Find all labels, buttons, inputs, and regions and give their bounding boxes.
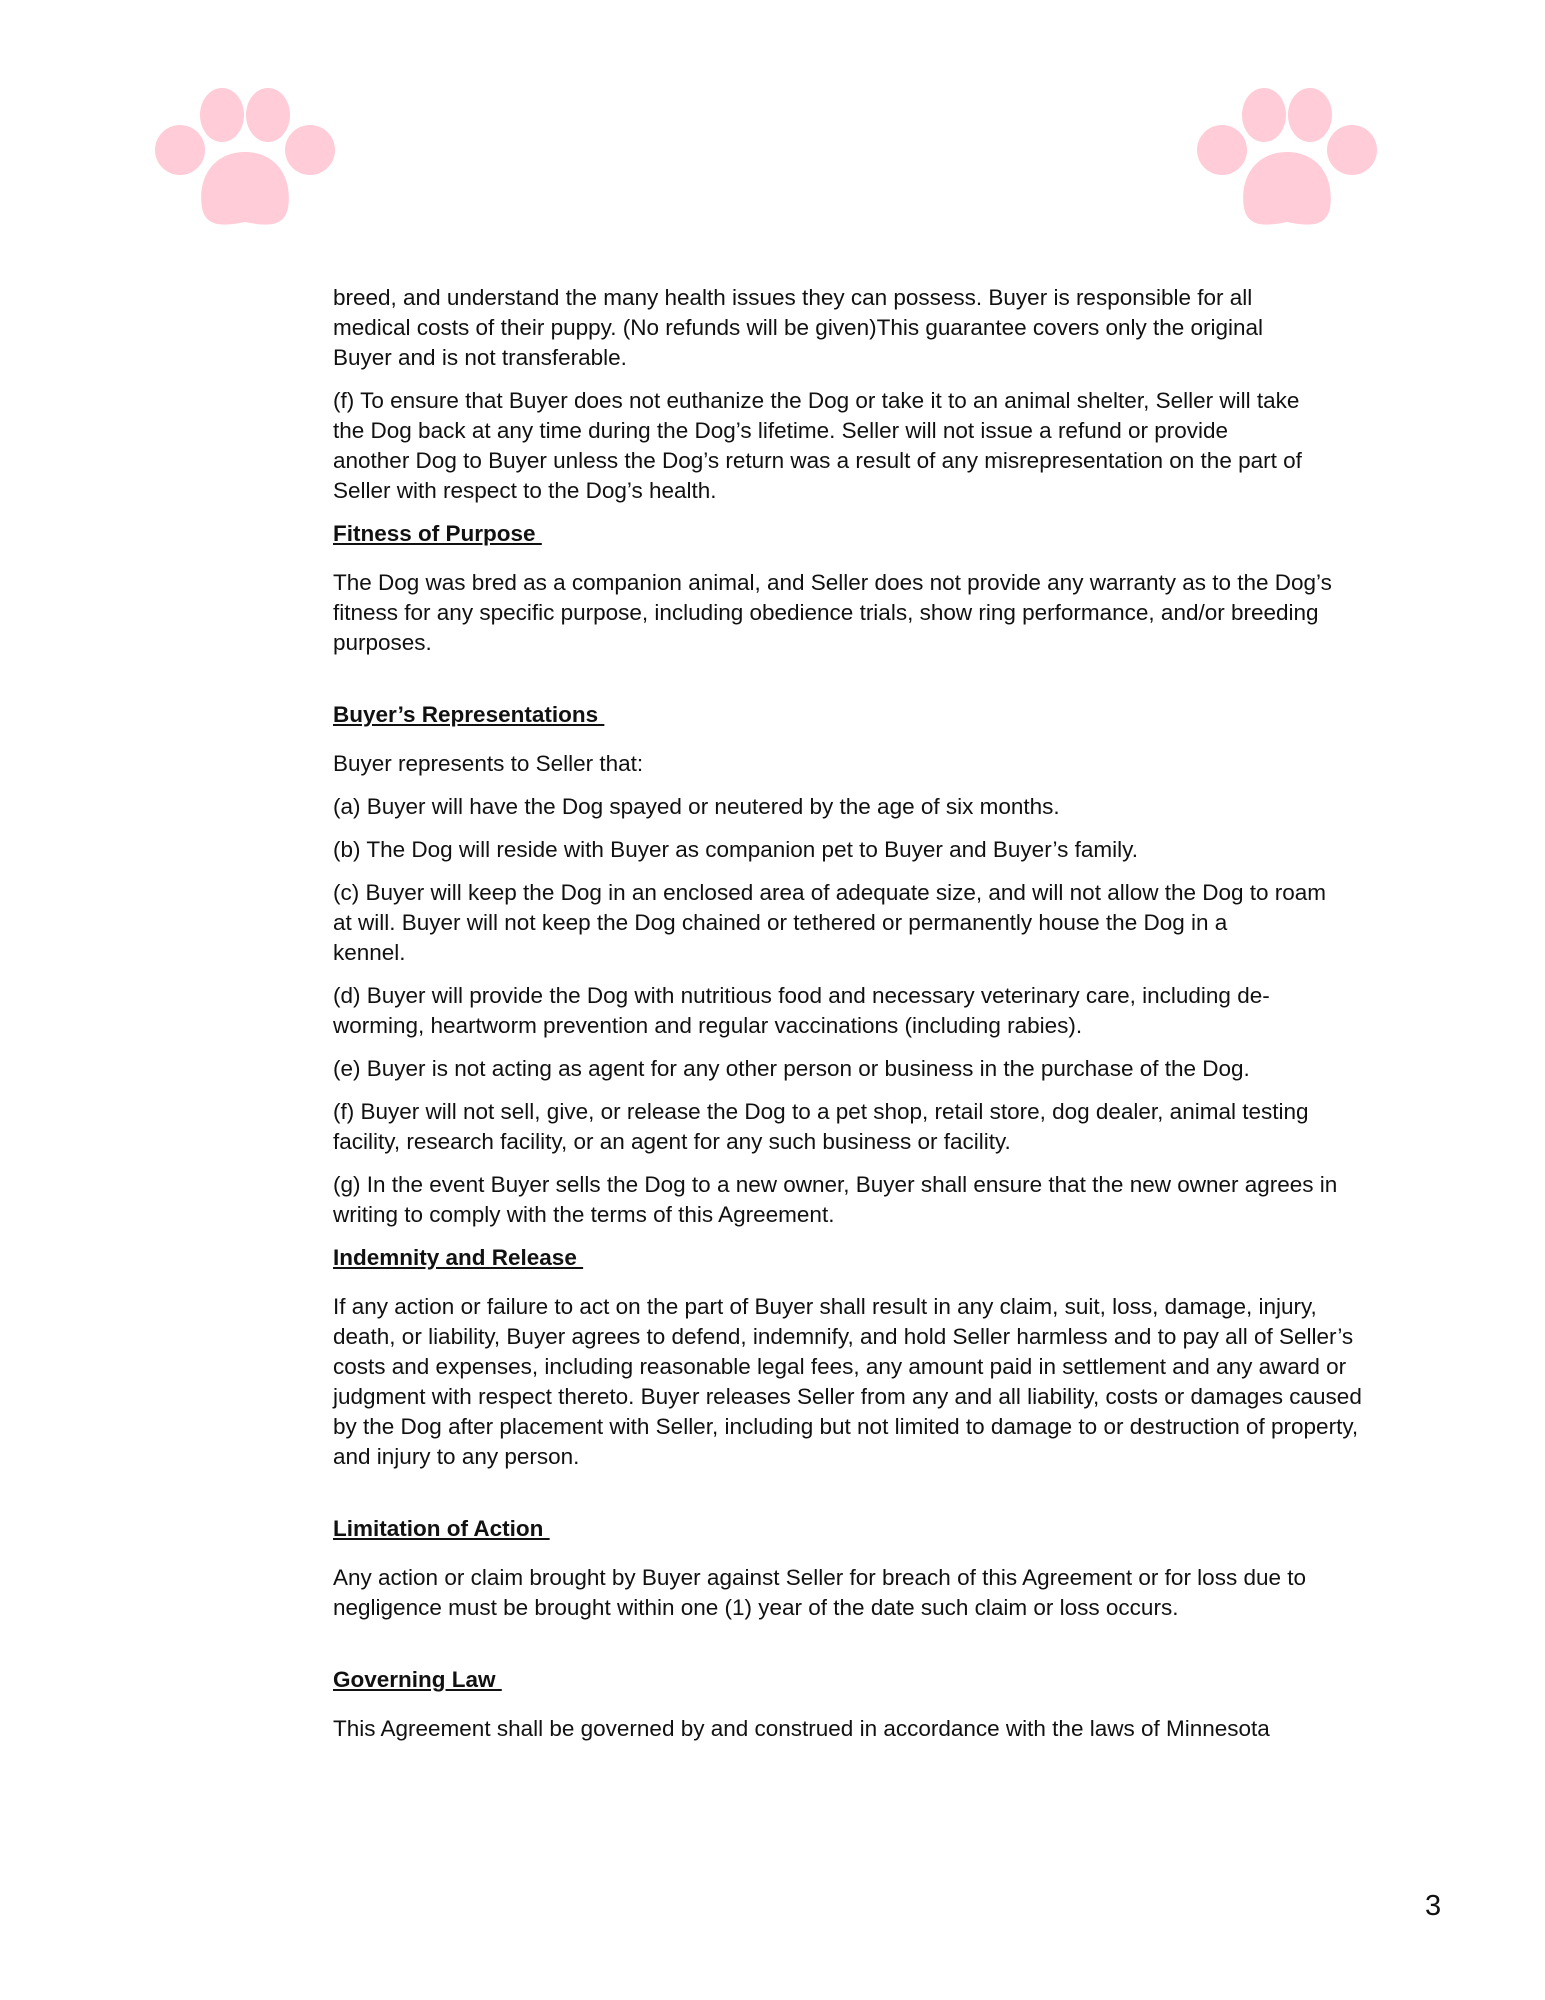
section-governing-law xyxy=(333,1665,1513,1744)
section-indemnity-and-release xyxy=(333,1243,1513,1472)
document-body xyxy=(333,283,1513,1757)
paw-print-icon xyxy=(155,88,335,228)
paragraph-guarantee-continuation: breed, and understand the many health issues they can possess. Buyer is responsible for all medical costs of their puppy. (No refunds will be given)This guarantee covers only the original Buyer and is not transferable. xyxy=(333,285,1264,370)
section-heading: Fitness of Purpose xyxy=(333,521,542,546)
section-heading: Governing Law xyxy=(333,1667,502,1692)
section-paragraph: Any action or claim brought by Buyer against Seller for breach of this Agreement or for loss due to negligence must be brought within one (1) year of the date such claim or loss occurs. xyxy=(333,1565,1307,1620)
section-buyers-representations xyxy=(333,700,1513,1230)
page-number: 3 xyxy=(1425,1890,1442,1922)
list-item: (d) Buyer will provide the Dog with nutritious food and necessary veterinary care, including de- worming, heartworm prevention and regular vaccinations (including rabies). xyxy=(333,983,1270,1038)
section-heading: Buyer’s Representations xyxy=(333,702,605,727)
list-item: (b) The Dog will reside with Buyer as companion pet to Buyer and Buyer’s family. xyxy=(333,837,1138,862)
paw-print-icon xyxy=(1197,88,1377,228)
list-item: (c) Buyer will keep the Dog in an enclosed area of adequate size, and will not allow the Dog to roam at will. Buyer will not keep the Dog chained or tethered or permanently house the Dog in a kennel. xyxy=(333,880,1327,965)
list-item: (g) In the event Buyer sells the Dog to a new owner, Buyer shall ensure that the new owner agrees in writing to comply with the terms of this Agreement. xyxy=(333,1172,1338,1227)
section-paragraph: If any action or failure to act on the part of Buyer shall result in any claim, suit, loss, damage, injury, death, or liability, Buyer agrees to defend, indemnify, and hold Seller harmless and to pay all of Seller’s costs and expenses, including reasonable legal fees, any amount paid in settlement and any award or judgment with respect thereto. Buyer releases Seller from any and all liability, costs or damages caused by the Dog after placement with Seller, including but not limited to damage to or destruction of property, and injury to any person. xyxy=(333,1294,1362,1469)
section-paragraph: The Dog was bred as a companion animal, and Seller does not provide any warranty as to the Dog’s fitness for any specific purpose, including obedience trials, show ring performance, and/or breeding purposes. xyxy=(333,570,1332,655)
list-item: (a) Buyer will have the Dog spayed or neutered by the age of six months. xyxy=(333,794,1060,819)
list-item: (f) Buyer will not sell, give, or release the Dog to a pet shop, retail store, dog dealer, animal testing facility, research facility, or an agent for any such business or facility. xyxy=(333,1099,1309,1154)
section-fitness-of-purpose xyxy=(333,519,1513,658)
list-item: (e) Buyer is not acting as agent for any other person or business in the purchase of the Dog. xyxy=(333,1056,1250,1081)
section-limitation-of-action xyxy=(333,1514,1513,1623)
paragraph-return-policy: (f) To ensure that Buyer does not euthanize the Dog or take it to an animal shelter, Seller will take the Dog back at any time during the Dog’s lifetime. Seller will not issue a refund or provide another Dog to Buyer unless the Dog’s return was a result of any misrepresentation on the part of Seller with respect to the Dog’s health. xyxy=(333,388,1302,503)
section-paragraph: Buyer represents to Seller that: xyxy=(333,751,644,776)
section-paragraph: This Agreement shall be governed by and construed in accordance with the laws of Minnesota xyxy=(333,1716,1270,1741)
section-heading: Indemnity and Release xyxy=(333,1245,584,1270)
section-heading: Limitation of Action xyxy=(333,1516,550,1541)
